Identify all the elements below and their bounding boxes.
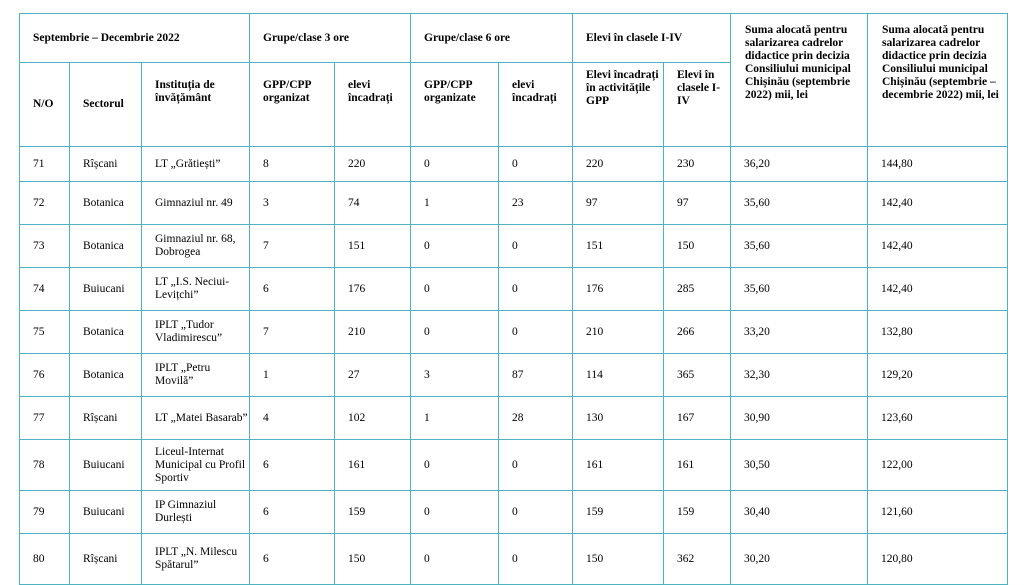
cell-no: 78 [20,440,70,491]
cell-pupils6: 0 [499,440,573,491]
cell-sum-sept: 35,60 [731,182,868,225]
cell-institution: Gimnaziul nr. 68, Dobrogea [142,225,250,268]
cell-institution: LT „I.S. Neciui-Levițchi” [142,268,250,311]
cell-sum-total: 129,20 [868,354,1008,397]
group6-header: Grupe/clase 6 ore [411,14,573,63]
cell-sum-sept: 30,50 [731,440,868,491]
cell-sum-sept: 32,30 [731,354,868,397]
cell-pupils6: 0 [499,534,573,585]
cell-gpp6: 1 [411,182,499,225]
cell-sum-sept: 33,20 [731,311,868,354]
period-header: Septembrie – Decembrie 2022 [20,14,250,63]
table-row [20,311,1008,354]
cell-gpp3: 6 [250,268,335,311]
cell-gpp6: 0 [411,491,499,534]
cell-sum-total: 144,80 [868,147,1008,182]
cell-pupils-classes: 159 [664,491,731,534]
cell-gpp3: 4 [250,397,335,440]
cell-pupils-gpp: 114 [573,354,664,397]
gpp3-header: GPP/CPP organizat [250,63,335,147]
cell-pupils-classes: 150 [664,225,731,268]
cell-sector: Botanica [70,311,142,354]
cell-pupils-classes: 285 [664,268,731,311]
cell-no: 79 [20,491,70,534]
pupils6-header: elevi încadrați [499,63,573,147]
cell-gpp3: 7 [250,311,335,354]
cell-sector: Rîșcani [70,397,142,440]
cell-pupils6: 0 [499,147,573,182]
cell-pupils-gpp: 130 [573,397,664,440]
table-row [20,397,1008,440]
cell-pupils-classes: 161 [664,440,731,491]
sum-sept-header: Suma alocată pentru salarizarea cadrelor didactice prin decizia Consiliului municipal Chișinău (septembrie 2022) mii, lei [731,14,868,147]
cell-sum-total: 122,00 [868,440,1008,491]
cell-gpp3: 6 [250,440,335,491]
cell-gpp3: 6 [250,491,335,534]
cell-institution: IP Gimnaziul Durlești [142,491,250,534]
table-row [20,354,1008,397]
cell-sector: Buiucani [70,268,142,311]
cell-pupils-gpp: 159 [573,491,664,534]
cell-gpp3: 3 [250,182,335,225]
pupils-header: Elevi în clasele I-IV [573,14,731,63]
cell-gpp6: 0 [411,534,499,585]
cell-pupils6: 28 [499,397,573,440]
cell-sector: Buiucani [70,491,142,534]
cell-pupils-classes: 167 [664,397,731,440]
cell-no: 77 [20,397,70,440]
cell-pupils-classes: 97 [664,182,731,225]
cell-pupils6: 87 [499,354,573,397]
cell-institution: IPLT „N. Milescu Spătarul” [142,534,250,585]
cell-gpp6: 0 [411,225,499,268]
institution-header: Instituția de învățământ [142,63,250,147]
table-body [20,147,1008,585]
cell-pupils3: 27 [335,354,411,397]
cell-pupils6: 0 [499,311,573,354]
cell-sum-sept: 30,90 [731,397,868,440]
cell-pupils6: 23 [499,182,573,225]
cell-pupils3: 176 [335,268,411,311]
cell-pupils-gpp: 97 [573,182,664,225]
cell-no: 76 [20,354,70,397]
cell-pupils-gpp: 220 [573,147,664,182]
cell-no: 75 [20,311,70,354]
cell-pupils3: 102 [335,397,411,440]
cell-sum-total: 142,40 [868,225,1008,268]
cell-no: 80 [20,534,70,585]
cell-institution: LT „Matei Basarab” [142,397,250,440]
cell-institution: IPLT „Petru Movilă” [142,354,250,397]
cell-pupils-gpp: 161 [573,440,664,491]
cell-no: 73 [20,225,70,268]
cell-pupils3: 220 [335,147,411,182]
no-header: N/O [20,63,70,147]
cell-sector: Buiucani [70,440,142,491]
cell-pupils3: 74 [335,182,411,225]
cell-gpp3: 1 [250,354,335,397]
cell-gpp3: 7 [250,225,335,268]
cell-gpp3: 8 [250,147,335,182]
sector-header: Sectorul [70,63,142,147]
cell-sector: Rîșcani [70,147,142,182]
cell-sector: Rîșcani [70,534,142,585]
cell-pupils3: 159 [335,491,411,534]
group3-header: Grupe/clase 3 ore [250,14,411,63]
cell-sum-sept: 30,40 [731,491,868,534]
table-row [20,268,1008,311]
cell-pupils3: 150 [335,534,411,585]
cell-pupils6: 0 [499,225,573,268]
cell-gpp6: 1 [411,397,499,440]
table-row [20,225,1008,268]
cell-sector: Botanica [70,182,142,225]
cell-gpp6: 0 [411,268,499,311]
cell-institution: Liceul-Internat Municipal cu Profil Sportiv [142,440,250,491]
cell-sum-sept: 30,20 [731,534,868,585]
cell-pupils3: 210 [335,311,411,354]
table-row [20,534,1008,585]
cell-sector: Botanica [70,354,142,397]
cell-sum-sept: 36,20 [731,147,868,182]
cell-pupils-gpp: 176 [573,268,664,311]
cell-sum-total: 123,60 [868,397,1008,440]
cell-sector: Botanica [70,225,142,268]
pupils-gpp-header: Elevi încadrați în activitățile GPP [573,63,664,147]
cell-sum-total: 132,80 [868,311,1008,354]
cell-sum-sept: 35,60 [731,268,868,311]
cell-gpp6: 0 [411,311,499,354]
cell-pupils-classes: 230 [664,147,731,182]
cell-pupils6: 0 [499,491,573,534]
cell-gpp6: 0 [411,147,499,182]
cell-pupils3: 151 [335,225,411,268]
cell-pupils-classes: 362 [664,534,731,585]
gpp6-header: GPP/CPP organizate [411,63,499,147]
cell-sum-total: 142,40 [868,268,1008,311]
cell-gpp3: 6 [250,534,335,585]
cell-gpp6: 3 [411,354,499,397]
cell-pupils-gpp: 150 [573,534,664,585]
cell-no: 71 [20,147,70,182]
cell-gpp6: 0 [411,440,499,491]
cell-institution: Gimnaziul nr. 49 [142,182,250,225]
table-row [20,491,1008,534]
table-row [20,440,1008,491]
table-row [20,182,1008,225]
cell-no: 72 [20,182,70,225]
cell-pupils-classes: 365 [664,354,731,397]
cell-pupils-gpp: 210 [573,311,664,354]
cell-pupils-classes: 266 [664,311,731,354]
cell-sum-total: 142,40 [868,182,1008,225]
table-row [20,147,1008,182]
cell-no: 74 [20,268,70,311]
sum-total-header: Suma alocată pentru salarizarea cadrelor didactice prin decizia Consiliului municipal Chișinău (septembrie – decembrie 2022) mii, lei [868,14,1008,147]
cell-institution: LT „Grătiești” [142,147,250,182]
pupils3-header: elevi încadrați [335,63,411,147]
cell-sum-total: 120,80 [868,534,1008,585]
allocation-table [19,13,1008,585]
cell-pupils6: 0 [499,268,573,311]
pupils-classes-header: Elevi în clasele I-IV [664,63,731,147]
cell-pupils-gpp: 151 [573,225,664,268]
cell-institution: IPLT „Tudor Vladimirescu” [142,311,250,354]
cell-sum-total: 121,60 [868,491,1008,534]
cell-pupils3: 161 [335,440,411,491]
cell-sum-sept: 35,60 [731,225,868,268]
table-header [20,14,1008,147]
